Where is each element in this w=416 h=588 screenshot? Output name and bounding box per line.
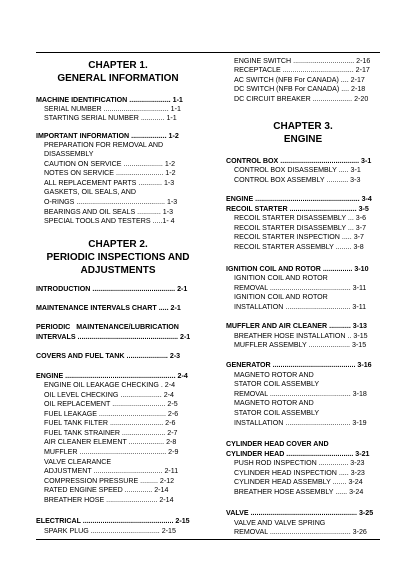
toc-entry[interactable]: DISASSEMBLY [44,150,94,158]
bottom-rule [36,539,380,540]
toc-entry[interactable]: MAGNETO ROTOR AND [234,399,314,407]
toc-entry[interactable]: INSTALLATION ................................. 3-11 [234,303,367,311]
toc-entry[interactable]: REMOVAL ......................................... 3-18 [234,390,367,398]
toc-entry[interactable]: CAUTION ON SERVICE .................... 1-2 [44,160,176,168]
toc-entry[interactable]: OIL LEVEL CHECKING ..................... 2-4 [44,391,174,399]
toc-entry[interactable]: AIR CLEANER ELEMENT .................. 2-8 [44,438,177,446]
toc-entry[interactable]: RECEPTACLE .................................... 2-17 [234,66,370,74]
toc-entry[interactable]: CYLINDER HEAD COVER AND [226,440,329,448]
toc-entry[interactable]: RATED ENGINE SPEED .............. 2-14 [44,486,169,494]
toc-entry[interactable]: RECOIL STARTER INSPECTION ..... 3-7 [234,233,364,241]
toc-entry[interactable]: CYLINDER HEAD .................................. 3-21 [226,450,370,458]
toc-entry[interactable]: COMPRESSION PRESSURE ......... 2-12 [44,477,175,485]
toc-entry[interactable]: BREATHER HOSE .......................... 2-14 [44,496,174,504]
toc-entry[interactable]: RECOIL STARTER DISASSEMBLY ... 3-7 [234,224,367,232]
toc-entry[interactable]: DC CIRCUIT BREAKER .................... 2-20 [234,95,369,103]
toc-entry[interactable]: PERIODIC MAINTENANCE/LUBRICATION [36,323,179,331]
toc-entry[interactable]: CONTROL BOX ASSEMBLY ........... 3-3 [234,176,361,184]
top-rule [36,52,380,53]
toc-entry[interactable]: CONTROL BOX ........................................ 3-1 [226,157,372,165]
toc-entry[interactable]: RECOIL STARTER ASSEMBLY ........ 3-8 [234,243,364,251]
toc-entry[interactable]: ENGINE SWITCH ............................... 2-16 [234,57,371,65]
toc-entry[interactable]: MAINTENANCE INTERVALS CHART ..... 2-1 [36,304,181,312]
toc-entry[interactable]: STATOR COIL ASSEMBLY [234,409,320,417]
toc-entry[interactable]: BREATHER HOSE INSTALLATION .. 3-15 [234,332,368,340]
chapter-1-title: GENERAL INFORMATION [57,73,179,84]
toc-entry[interactable]: VALVE ...................................................... 3-25 [226,509,374,517]
toc-entry[interactable]: RECOIL STARTER .................................. 3-5 [226,205,369,213]
toc-entry[interactable]: PUSH ROD INSPECTION ............... 3-23 [234,459,365,467]
toc-entry[interactable]: BEARINGS AND OIL SEALS ............ 1-3 [44,208,174,216]
toc-entry[interactable]: CYLINDER HEAD INSPECTION ..... 3-23 [234,469,365,477]
toc-entry[interactable]: AC SWITCH (NFB For CANADA) .... 2-17 [234,76,365,84]
toc-entry[interactable]: FUEL LEAKAGE .................................. 2-6 [44,410,179,418]
toc-entry[interactable]: FUEL TANK FILTER ........................... 2-6 [44,419,176,427]
toc-entry[interactable]: INSTALLATION ................................. 3-19 [234,419,367,427]
chapter-2-number: CHAPTER 2. [88,239,148,250]
toc-entry[interactable]: NOTES ON SERVICE ........................ 1-2 [44,169,176,177]
toc-entry[interactable]: ENGINE ..................................................... 3-4 [226,195,372,203]
toc-entry[interactable]: MUFFLER ASSEMBLY ..................... 3-15 [234,341,367,349]
toc-entry[interactable]: GASKETS, OIL SEALS, AND [44,188,136,196]
chapter-1-number: CHAPTER 1. [88,60,148,71]
toc-entry[interactable]: ELECTRICAL .............................................. 2-15 [36,517,190,525]
toc-entry[interactable]: MUFFLER ............................................ 2-9 [44,448,179,456]
toc-entry[interactable]: RECOIL STARTER DISASSEMBLY ... 3-6 [234,214,367,222]
toc-entry[interactable]: CYLINDER HEAD ASSEMBLY ....... 3-24 [234,478,363,486]
toc-entry[interactable]: MAGNETO ROTOR AND [234,371,314,379]
toc-entry[interactable]: SERIAL NUMBER ................................. 1-1 [44,105,181,113]
toc-entry[interactable]: PREPARATION FOR REMOVAL AND [44,141,164,149]
chapter-3-number: CHAPTER 3. [273,121,333,132]
toc-entry[interactable]: IGNITION COIL AND ROTOR ............... 3-10 [226,265,369,273]
chapter-3-title: ENGINE [283,134,323,145]
toc-entry[interactable]: MUFFLER AND AIR CLEANER ........... 3-13 [226,322,367,330]
toc-entry[interactable]: CONTROL BOX DISASSEMBLY ..... 3-1 [234,166,361,174]
toc-entry[interactable]: GENERATOR .......................................... 3-16 [226,361,372,369]
toc-entry[interactable]: REMOVAL ......................................... 3-26 [234,528,367,536]
toc-entry[interactable]: STATOR COIL ASSEMBLY [234,380,320,388]
toc-entry[interactable]: DC SWITCH (NFB For CANADA) .... 2-18 [234,85,366,93]
toc-entry[interactable]: VALVE CLEARANCE [44,458,112,466]
toc-entry[interactable]: MACHINE IDENTIFICATION ..................... 1-1 [36,96,183,104]
toc-entry[interactable]: IGNITION COIL AND ROTOR [234,274,328,282]
toc-entry[interactable]: REMOVAL ......................................... 3-11 [234,284,367,292]
toc-entry[interactable]: BREATHER HOSE ASSEMBLY ...... 3-24 [234,488,364,496]
toc-entry[interactable]: IGNITION COIL AND ROTOR [234,293,328,301]
toc-entry[interactable]: OIL REPLACEMENT ........................... 2-5 [44,400,178,408]
toc-entry[interactable]: ENGINE ........................................................ 2-4 [36,372,188,380]
toc-entry[interactable]: VALVE AND VALVE SPRING [234,519,326,527]
toc-entry[interactable]: IMPORTANT INFORMATION .................. 1-2 [36,132,179,140]
toc-entry[interactable]: ENGINE OIL LEAKAGE CHECKING . 2-4 [44,381,176,389]
toc-entry[interactable]: STARTING SERIAL NUMBER ............ 1-1 [44,114,177,122]
toc-entry[interactable]: O-RINGS ............................................. 1-3 [44,198,178,206]
chapter-2-title-line-1: PERIODIC INSPECTIONS AND [46,252,190,263]
toc-entry[interactable]: COVERS AND FUEL TANK ..................... 2-3 [36,352,181,360]
chapter-2-title-line-2: ADJUSTMENTS [80,265,156,276]
toc-entry[interactable]: ADJUSTMENT ................................... 2-11 [44,467,179,475]
toc-entry[interactable]: FUEL TANK STRAINER ...................... 2-7 [44,429,178,437]
toc-entry[interactable]: SPARK PLUG ................................... 2-15 [44,527,176,535]
toc-entry[interactable]: INTERVALS ................................................... 2-1 [36,333,191,341]
toc-entry[interactable]: INTRODUCTION .......................................... 2-1 [36,285,188,293]
toc-entry[interactable]: ALL REPLACEMENT PARTS ............ 1-3 [44,179,175,187]
toc-entry[interactable]: SPECIAL TOOLS AND TESTERS .....1- 4 [44,217,175,225]
